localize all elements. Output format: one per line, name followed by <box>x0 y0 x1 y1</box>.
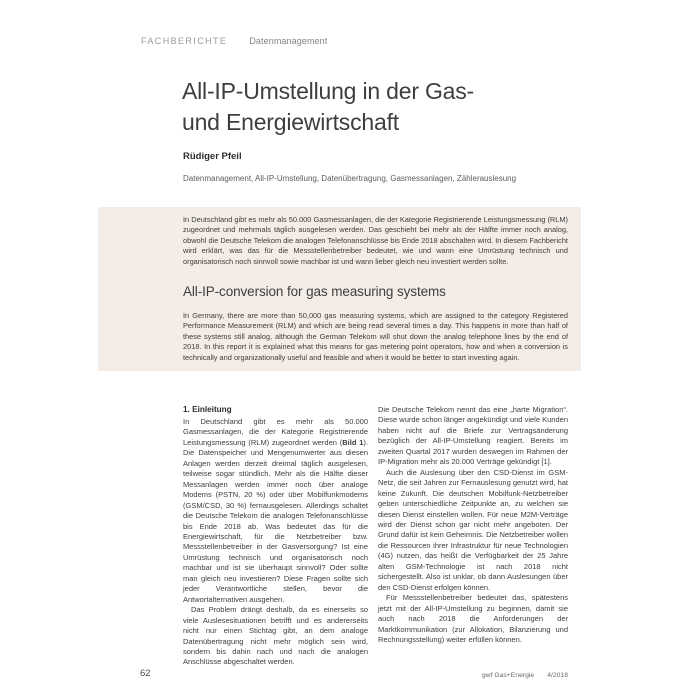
article-title <box>182 76 474 138</box>
page-number: 62 <box>140 668 151 679</box>
section-label: FACHBERICHTE <box>141 36 228 46</box>
body-column-left <box>183 405 368 668</box>
page-header <box>141 31 327 49</box>
journal-footer <box>378 672 568 679</box>
abstract-english: In Germany, there are more than 50,000 gas measuring systems, which are assigned to the category Registered Performance Measurement (RLM) and which are being read several times a day. This happens in more than half of these systems still analog, although the German Telekom will shut down the analog telephone lines by the end of 2018. In this report it is explained what this means for gas metering point operators, how and when a conversion is technically and organizationally useful and feasible and when it would be better to start investing again. <box>183 311 568 362</box>
abstract-english-heading: All-IP-conversion for gas measuring systems <box>183 284 446 299</box>
title-line-1: All-IP-Umstellung in der Gas- <box>182 78 475 104</box>
topic-label: Datenmanagement <box>249 36 328 46</box>
keywords-line: Datenmanagement, All-IP-Umstellung, Datenübertragung, Gasmessanlagen, Zählerauslesung <box>183 174 517 183</box>
body-column-right <box>378 405 568 645</box>
body-paragraph: Das Problem drängt deshalb, da es einerseits so viele Auslesesituationen betrifft und es andererseits nicht nur einen Stichtag gibt, an dem analoge Datenübertragung nicht mehr möglich sein wird, sondern bis dahin nach und nach die analogen Anschlüsse abgeschaltet werden. <box>183 605 368 667</box>
author-name: Rüdiger Pfeil <box>183 151 242 162</box>
body-paragraph: Für Messstellenbetreiber bedeutet das, spätestens jetzt mit der All-IP-Umstellung zu beginnen, damit sie auch nach 2018 die Anforderungen der Marktkommunikation (zur Allokation, Bilanzierung und Rechnungsstellung) weiter erfüllen können. <box>378 593 568 644</box>
figure-reference: Bild 1 <box>342 437 364 447</box>
body-paragraph: Die Deutsche Telekom nennt das eine „harte Migration“. Diese wurde schon länger angekündigt und viele Kunden haben nicht auf die Briefe zur Vertragsänderung bezüglich der All-IP-Umstellung reagiert. Bereits im zweiten Quartal 2017 wurden deswegen im Rahmen der IP-Migration mehr als 20.000 Verträge gekündigt [1]. <box>378 405 568 467</box>
abstract-german: In Deutschland gibt es mehr als 50.000 Gasmessanlagen, die der Kategorie Registrierende Leistungsmessung (RLM) zugeordnet und mehrmals täglich ausgelesen werden. Das geschieht bei mehr als der Hälfte immer noch analog, obwohl die Deutsche Telekom die analogen Telefonanschlüsse bis Ende 2018 abschalten wird. In diesem Fachbericht wird erklärt, was das für die Messstellenbetreiber bedeutet, wie und wann eine Umrüstung technisch und organisatorisch noch sinnvoll sowie machbar ist und wann lieber gleich neu investiert werden sollte. <box>183 215 568 266</box>
body-paragraph: Auch die Auslesung über den CSD-Dienst im GSM-Netz, die seit Jahren zur Fernauslesung genutzt wird, hat keine Zukunft. Die deutschen Mobilfunk-Netzbetreiber geben unterschiedliche Zeitpunkte an, zu welchen sie diesen Dienst einstellen wollen. Für neue M2M-Verträge wird der Dienst schon gar nicht mehr angeboten. Der Grund dafür ist kein Geheimnis. Die Netzbetreiber wollen die Ressourcen ihrer Infrastruktur für neue Technologien (4G) nutzen, das heißt die Verfügbarkeit der 25 Jahre alten GSM-Technologie ist nach 2018 nicht sichergestellt. Also ist unklar, ob dann Auslesungen über den CSD-Dienst erfolgen können. <box>378 467 568 592</box>
paragraph-text: In Deutschland gibt es mehr als 50.000 Gasmessanlagen, die der Kategorie Registrierende Leistungsmessung (RLM) zugeordnet werden ( <box>183 417 368 447</box>
paragraph-text: ). Die Datenspeicher und Mengenumwerter aus diesen Anlagen werden derzeit dreimal täglich ausgelesen, teilweise sogar stündlich. Mehr als die Hälfte dieser Messanlagen werden immer noch über analoge Modems (PSTN, 20 %) oder über Mobilfunkmodems (GSM/CSD, 30 %) fernausgelesen. Allerdings schaltet die Deutsche Telekom die analogen Telefonanschlüsse bis Ende 2018 ab. Was bedeutet das für die Energiewirtschaft, für die Netzbetreiber bzw. Messstellenbetreiber in der Gasversorgung? Ist eine Umrüstung technisch und organisatorisch noch machbar und ist sie überhaupt sinnvoll? Oder sollte man gleich neu investieren? Diese Fragen sollte sich jeder Verantwortliche stellen, bevor die Antwortalternativen ausgehen. <box>183 437 369 604</box>
title-line-2: und Energiewirtschaft <box>182 109 399 135</box>
issue-number: 4/2018 <box>547 672 568 679</box>
journal-name: gwf Gas+Energie <box>481 672 535 679</box>
section-heading-einleitung: 1. Einleitung <box>183 405 232 414</box>
body-paragraph <box>183 417 368 605</box>
